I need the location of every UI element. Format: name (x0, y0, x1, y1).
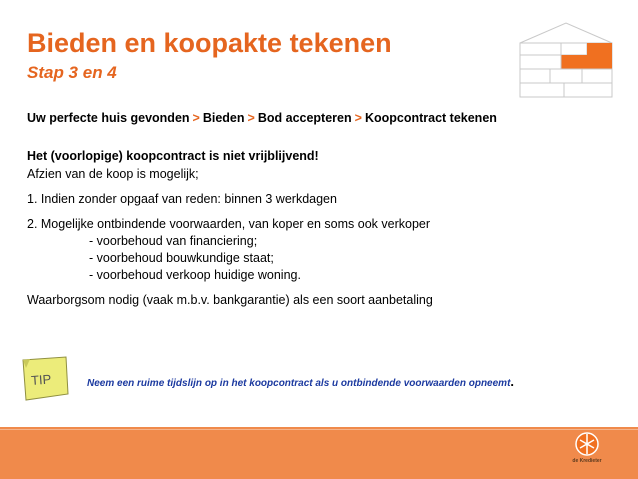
breadcrumb (27, 110, 497, 126)
breadcrumb-separator: > (247, 111, 255, 125)
list-item-2: 2. Mogelijke ontbindende voorwaarden, van koper en soms ook verkoper (27, 217, 431, 231)
house-icon (518, 21, 614, 99)
footer-divider (0, 429, 638, 430)
slide-title: Bieden en koopakte tekenen (27, 28, 392, 58)
tip-note-icon (20, 356, 70, 402)
tip-message: Neem een ruime tijdslijn op in het koopcontract als u ontbindende voorwaarden opneemt (87, 378, 511, 389)
breadcrumb-separator: > (354, 111, 362, 125)
sub-item-bouwkundig: - voorbehoud bouwkundige staat; (89, 251, 274, 265)
closing-text: Waarborgsom nodig (vaak m.b.v. bankgarantie) als een soort aanbetaling (27, 293, 433, 307)
intro-text: Afzien van de koop is mogelijk; (27, 167, 199, 181)
breadcrumb-item-bieden: Bieden (202, 111, 245, 125)
logo-wordmark: de Kredieter (572, 458, 602, 464)
footer-bar (0, 427, 638, 479)
tip-label: TIP (30, 371, 52, 388)
kredieter-logo-icon (558, 432, 616, 458)
warning-heading: Het (voorlopige) koopcontract is niet vrijblijvend! (27, 149, 319, 163)
breadcrumb-item-koopcontract-tekenen: Koopcontract tekenen (364, 111, 497, 125)
tip-end-mark: . (510, 374, 515, 389)
slide-body (27, 148, 617, 309)
slide-subtitle: Stap 3 en 4 (27, 63, 117, 82)
breadcrumb-separator: > (192, 111, 200, 125)
tip-text (87, 375, 514, 390)
sub-item-verkoop-woning: - voorbehoud verkoop huidige woning. (89, 268, 301, 282)
sub-item-financiering: - voorbehoud van financiering; (89, 234, 258, 248)
list-item-1: 1. Indien zonder opgaaf van reden: binnen 3 werkdagen (27, 192, 337, 206)
breadcrumb-item-bod-accepteren: Bod accepteren (257, 111, 352, 125)
breadcrumb-item-huis-gevonden: Uw perfecte huis gevonden (27, 111, 190, 125)
